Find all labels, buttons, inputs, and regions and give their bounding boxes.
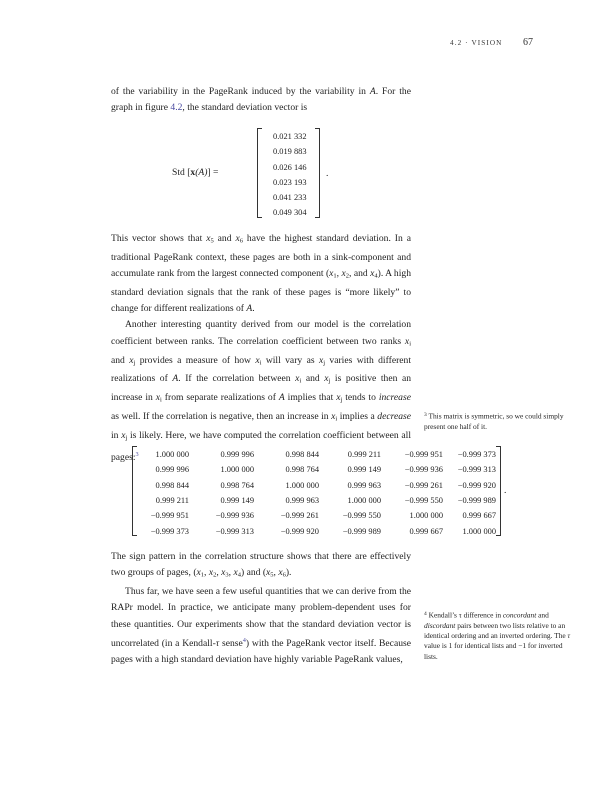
text: of the variability in the PageRank induced by the variability in <box>111 86 370 97</box>
text: implies a <box>337 410 378 422</box>
matrix-cell: −0.999 313 <box>215 526 254 536</box>
matrix-cell: 0.999 211 <box>155 496 189 506</box>
emphasis: increase <box>378 392 411 404</box>
matrix-cell: −0.999 261 <box>404 480 443 490</box>
emphasis: decrease <box>377 410 412 422</box>
paragraph-analysis <box>111 231 411 466</box>
matrix-cell: −0.999 313 <box>457 465 496 475</box>
subscript: 1 <box>333 272 337 280</box>
right-bracket <box>496 446 501 536</box>
subscript: 4 <box>237 571 241 579</box>
math-var: x <box>206 233 211 244</box>
text: Another interesting quantity derived from our model is the correlation coefficient between ranks. The correlation coefficient between two ranks <box>111 319 411 347</box>
text: as well. If the correlation is negative, then an increase in <box>111 410 332 422</box>
text: implies that <box>284 392 337 404</box>
sidenote-3 <box>424 410 574 432</box>
emphasis: discordant <box>424 620 456 630</box>
subscript: j <box>328 377 331 385</box>
text: , <box>204 567 209 579</box>
text: tends to <box>342 392 379 404</box>
matrix-cell: −0.999 920 <box>280 526 319 536</box>
subscript: i <box>409 340 411 348</box>
text: from separate realizations of <box>161 392 279 404</box>
vector-entry: 0.049 304 <box>273 208 307 218</box>
text: have the highest standard deviation. In a traditional PageRank context, these pages are both in a sink-component and accumulate rank from the largest connected component ( <box>111 233 411 280</box>
math-var: A <box>172 373 179 385</box>
matrix-table <box>135 447 496 539</box>
matrix-cell: 1.000 000 <box>347 496 381 506</box>
matrix-cell: 0.999 667 <box>409 526 443 536</box>
subscript: 6 <box>239 237 243 245</box>
matrix-cell: −0.999 936 <box>215 511 254 521</box>
text: value is 1 for identical lists and −1 for inverted lists. <box>424 641 563 661</box>
text: and <box>536 610 549 620</box>
matrix-cell: 0.999 996 <box>220 450 254 460</box>
matrix-cell: 0.999 149 <box>347 465 381 475</box>
math-var: A <box>369 86 376 97</box>
subscript: j <box>323 359 326 367</box>
matrix-cell: 1.000 000 <box>409 511 443 521</box>
emphasis: concordant <box>502 610 537 620</box>
text: This vector shows that <box>111 233 207 244</box>
paragraph-rapr-uses <box>111 584 411 668</box>
matrix-cell: 0.998 764 <box>285 465 319 475</box>
math-var: x <box>331 410 336 422</box>
sidenote-4 <box>424 609 574 662</box>
text: ) and ( <box>240 567 267 579</box>
math-tau: τ <box>567 631 571 641</box>
matrix-cell: 1.000 000 <box>155 450 189 460</box>
math-var: A <box>246 303 253 315</box>
text: provides a measure of how <box>135 354 256 366</box>
vector-entry: 0.026 146 <box>273 162 307 172</box>
subscript: i <box>335 415 338 423</box>
matrix-cell: −0.999 989 <box>342 526 381 536</box>
math-var: x <box>266 567 271 579</box>
subscript: 5 <box>210 237 214 245</box>
subscript: 5 <box>270 571 274 579</box>
matrix-row <box>138 447 496 462</box>
text: pairs between two lists relative to an identical ordering and an inverted ordering. The <box>424 620 568 641</box>
paragraph-std-interpretation <box>111 231 411 317</box>
text: , <box>228 567 234 579</box>
matrix-cell: 0.999 667 <box>462 511 496 521</box>
math-var: x <box>121 429 126 441</box>
subscript: i <box>299 377 302 385</box>
footnote-marker[interactable]: 4 <box>242 636 246 644</box>
subscript: 6 <box>282 571 286 579</box>
text: , <box>216 567 222 579</box>
paragraph-intro <box>111 84 411 117</box>
subscript: 3 <box>225 571 229 579</box>
text: ) with the PageRank vector itself. Because pages with a high standard deviation have highly variable PageRank values, <box>111 637 411 666</box>
math-var: x <box>196 567 201 579</box>
matrix-cell: 1.000 000 <box>285 480 319 490</box>
matrix-cell: 1.000 000 <box>220 465 254 475</box>
text: will vary as <box>261 354 319 366</box>
period: . <box>326 168 329 179</box>
matrix-cell: 0.998 844 <box>155 480 189 490</box>
vector-entry: 0.019 883 <box>273 147 307 157</box>
matrix-cell: −0.999 373 <box>150 526 189 536</box>
period: . <box>504 485 507 496</box>
text: . <box>252 303 255 315</box>
sidenote-number: 4 <box>424 611 427 617</box>
matrix-cell: −0.999 550 <box>342 511 381 521</box>
matrix-cell: 0.999 211 <box>347 450 381 460</box>
subscript: 2 <box>213 571 217 579</box>
bold-x: x <box>190 167 196 178</box>
math-tau: τ <box>215 637 220 649</box>
text: , <box>273 567 279 579</box>
math-var: x <box>278 567 283 579</box>
paragraph-correlation <box>111 317 411 465</box>
text: and <box>111 354 130 366</box>
text: , <box>336 268 342 280</box>
sidenote-number: 3 <box>424 412 427 418</box>
math-var: x <box>235 233 240 244</box>
matrix-cell: −0.999 550 <box>404 496 443 506</box>
matrix-cell: −0.999 951 <box>404 450 443 460</box>
text: ). <box>285 567 292 579</box>
text: Thus far, we have seen a few useful quantities that we can derive from the RAPr model. In practice, we anticipate many problem-dependent uses for these quantities. Our experiments show that the standard deviation vector is uncorrelated (in a Kendall- <box>111 586 411 649</box>
subscript: i <box>160 396 162 404</box>
text: and <box>301 373 325 385</box>
sidenote-text: This matrix is symmetric, so we could simply present one half of it. <box>424 411 564 431</box>
text: is positive then an increase in <box>111 373 412 404</box>
vector-entry: 0.021 332 <box>273 132 307 141</box>
math-var: x <box>155 392 161 404</box>
matrix-cell: −0.999 261 <box>280 511 319 521</box>
text: , and <box>349 268 371 280</box>
matrix-cell: 0.998 844 <box>285 450 319 460</box>
matrix-cell: 1.000 000 <box>462 526 496 536</box>
matrix-cell: 0.998 764 <box>220 480 254 490</box>
matrix-cell: 0.999 963 <box>347 480 381 490</box>
math-var: x <box>329 268 334 280</box>
text: is likely. Here, we have computed the correlation coefficient between all pages: <box>111 429 411 463</box>
matrix-row <box>138 478 496 493</box>
subscript: j <box>340 396 343 404</box>
equation-lhs <box>172 167 218 178</box>
math-var: x <box>255 354 260 366</box>
matrix-cell: −0.999 373 <box>457 450 496 460</box>
matrix-cell: 0.999 996 <box>155 465 189 475</box>
text: varies with different realizations of <box>111 354 411 385</box>
matrix-cell: −0.999 936 <box>404 465 443 475</box>
math-var: x <box>370 268 375 280</box>
math-var: x <box>233 567 238 579</box>
running-header <box>0 39 612 53</box>
text: and <box>213 233 236 244</box>
subscript: 4 <box>374 272 378 280</box>
right-bracket <box>315 128 320 218</box>
text: in <box>111 429 122 441</box>
left-bracket <box>257 128 262 218</box>
text: sense <box>219 637 243 649</box>
matrix-cell: 0.999 963 <box>285 496 319 506</box>
vector-entry: 0.023 193 <box>273 177 307 187</box>
text: ). A high standard deviation signals that the rank of these pages is “more likely” to change for different realizations of <box>111 268 411 315</box>
matrix-cell: −0.999 920 <box>457 480 496 490</box>
matrix-row <box>138 508 496 523</box>
subscript: j <box>133 359 136 367</box>
text: . If the correlation between <box>178 373 296 385</box>
matrix-cell: −0.999 989 <box>457 496 496 506</box>
math-var: x <box>295 373 300 385</box>
math-var: A <box>278 392 285 404</box>
text: The sign pattern in the correlation structure shows that there are effectively two groups of pages, ( <box>111 551 411 579</box>
matrix-cell: 0.999 149 <box>220 496 254 506</box>
section-title: 4.2 · VISION <box>450 39 503 47</box>
std-deviation-equation <box>170 128 370 220</box>
math-var: x <box>221 567 226 579</box>
math-var: x <box>318 354 324 366</box>
footnote-marker[interactable]: 3 <box>135 450 139 458</box>
matrix-row <box>138 493 496 508</box>
correlation-matrix <box>132 446 522 538</box>
paragraph-conclusion <box>111 549 411 669</box>
math-var: x <box>208 567 214 579</box>
math-var: x <box>129 354 134 366</box>
math-var: x <box>404 335 410 347</box>
figure-link[interactable]: 4.2 <box>170 102 183 114</box>
std-vector-values <box>273 129 307 221</box>
text: Kendall’s τ difference in <box>428 610 503 620</box>
left-bracket <box>132 446 137 536</box>
vector-entry: 0.041 233 <box>273 193 307 203</box>
subscript: 1 <box>200 571 205 579</box>
subscript: j <box>125 434 128 442</box>
matrix-row <box>138 462 496 477</box>
math-var: x <box>341 268 346 280</box>
matrix-row <box>138 523 496 538</box>
text: . For the graph in figure <box>111 86 411 114</box>
math-var: x <box>324 373 329 385</box>
page-number: 67 <box>523 37 533 48</box>
text: Std [ <box>172 167 191 178</box>
paragraph-sign-pattern <box>111 549 411 584</box>
subscript: 2 <box>345 272 350 280</box>
matrix-cell: −0.999 951 <box>150 511 189 521</box>
subscript: i <box>259 359 262 367</box>
text: ] = <box>207 167 219 178</box>
math-var: x <box>336 392 341 404</box>
text: , the standard deviation vector is <box>182 102 308 114</box>
math-arg: (A) <box>195 167 208 178</box>
